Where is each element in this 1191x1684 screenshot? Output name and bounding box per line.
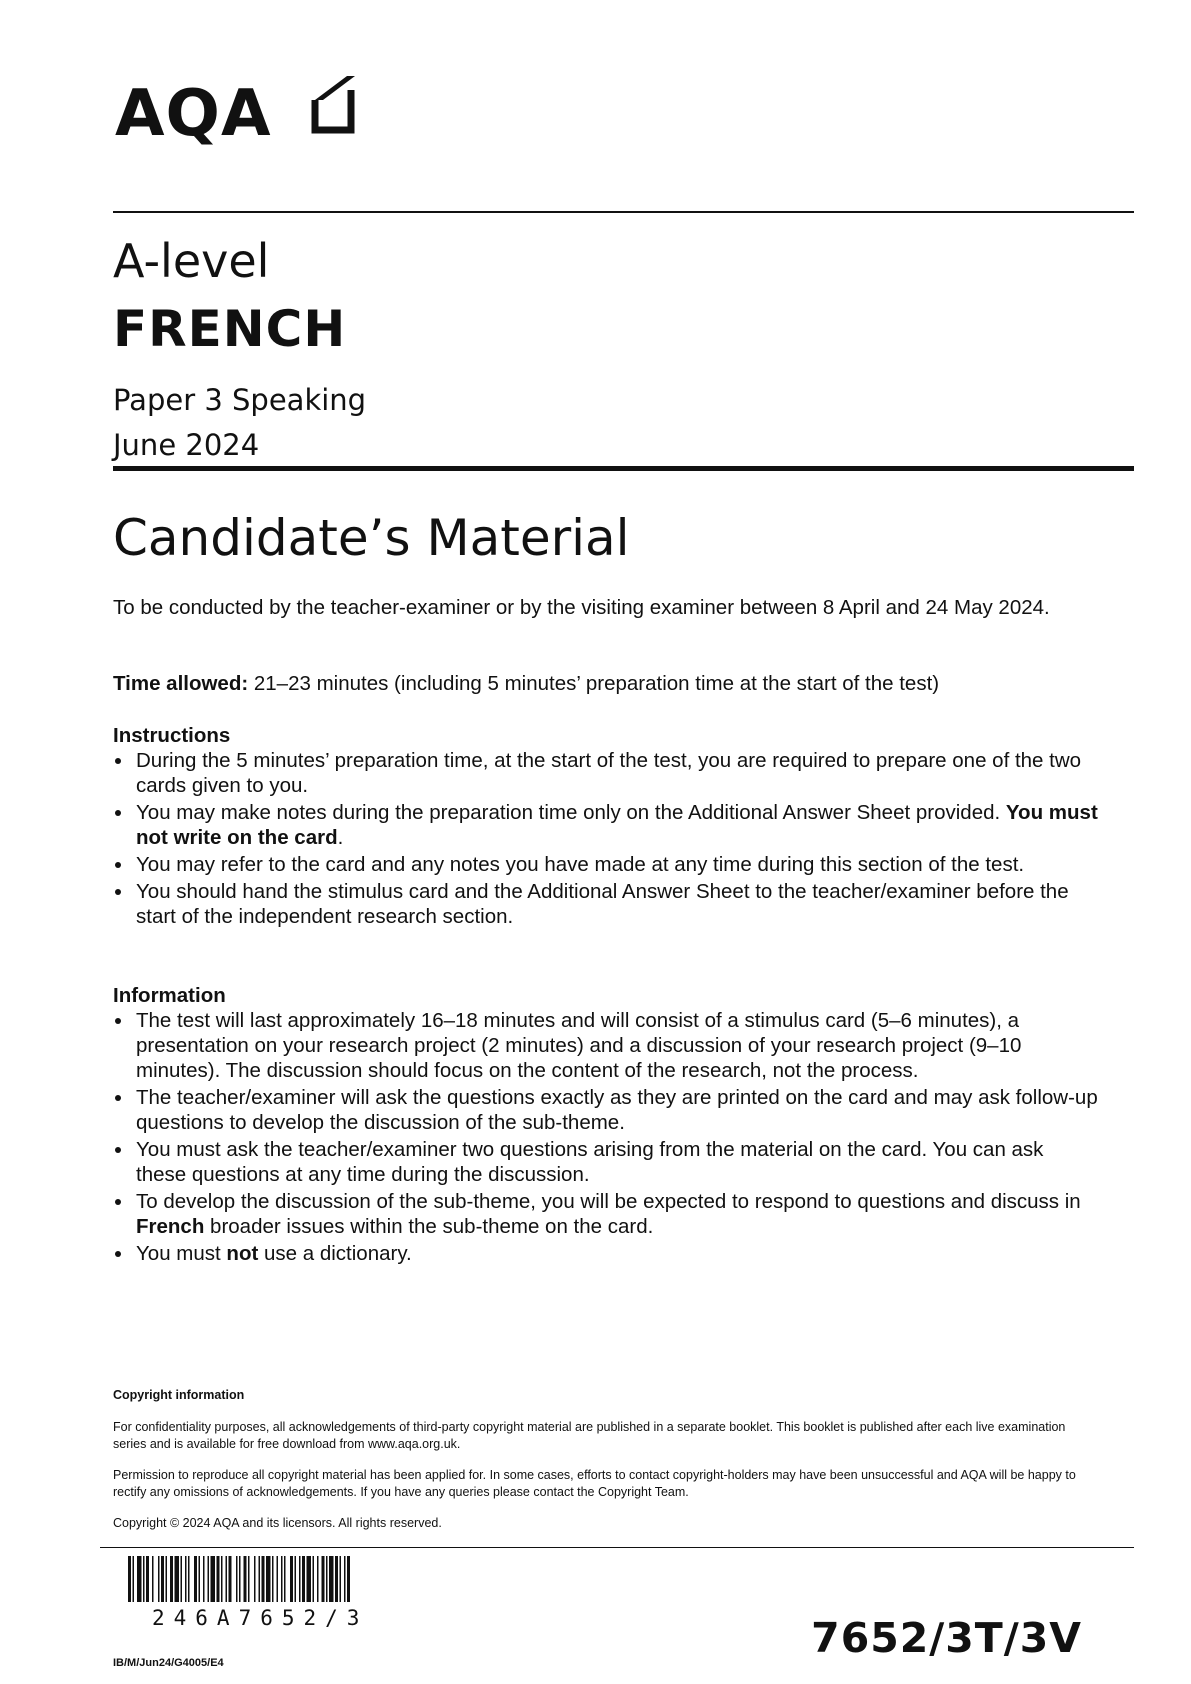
information-heading: Information bbox=[113, 984, 226, 1007]
aqa-logo-mark-icon bbox=[311, 72, 357, 136]
barcode bbox=[122, 1556, 452, 1636]
bullet-icon bbox=[115, 1147, 121, 1153]
bullet-icon bbox=[115, 1199, 121, 1205]
item-text: During the 5 minutes’ preparation time, at the start of the test, you are required to prepare one of the two cards given to you. bbox=[136, 749, 1082, 797]
bullet-icon bbox=[115, 1251, 121, 1257]
barcode-number: 246A7652/3 bbox=[152, 1606, 369, 1630]
copyright-notice: Copyright © 2024 AQA and its licensors. All rights reserved. bbox=[113, 1516, 442, 1530]
top-rule bbox=[113, 211, 1134, 213]
paper-code: 7652/3T/3V bbox=[811, 1614, 1082, 1662]
time-allowed-label: Time allowed: bbox=[113, 672, 249, 695]
list-item bbox=[113, 1241, 1098, 1266]
item-text: You may refer to the card and any notes you have made at any time during this section of the test. bbox=[136, 853, 1025, 876]
list-item bbox=[113, 1137, 1098, 1187]
footer-rule bbox=[100, 1547, 1134, 1548]
list-item bbox=[113, 852, 1098, 877]
logo-text: AQA bbox=[115, 77, 272, 151]
bullet-icon bbox=[115, 758, 121, 764]
item-emphasis: not bbox=[226, 1242, 259, 1265]
list-item bbox=[113, 800, 1098, 850]
item-text: You must ask the teacher/examiner two questions arising from the material on the card. You can ask these questions at any time during the discussion. bbox=[136, 1138, 1044, 1186]
paper-title: Paper 3 Speaking bbox=[113, 383, 367, 417]
item-text: The test will last approximately 16–18 minutes and will consist of a stimulus card (5–6 minutes), a presentation on your research project (2 minutes) and a discussion of your research project (9–10 minutes). The discussion should focus on the content of the research, not the process. bbox=[136, 1009, 1022, 1082]
instructions-heading: Instructions bbox=[113, 724, 231, 747]
list-item bbox=[113, 1008, 1098, 1083]
copyright-paragraph: Permission to reproduce all copyright material has been applied for. In some cases, efforts to contact copyright-holders may have been unsuccessful and AQA will be happy to rectify any omissions of acknowledgements. If you have any queries please contact the Copyright Team. bbox=[113, 1468, 1076, 1499]
copyright-paragraph: For confidentiality purposes, all acknowledgements of third-party copyright material are published in a separate booklet. This booklet is published after each live examination series and is available for free download from www.aqa.org.uk. bbox=[113, 1420, 1066, 1451]
item-text: You should hand the stimulus card and the Additional Answer Sheet to the teacher/examiner before the start of the independent research section. bbox=[136, 880, 1069, 928]
bullet-icon bbox=[115, 810, 121, 816]
item-text: To develop the discussion of the sub-theme, you will be expected to respond to questions and discuss in bbox=[136, 1190, 1081, 1213]
qualification-level: A-level bbox=[113, 234, 270, 288]
exam-date: June 2024 bbox=[113, 428, 260, 462]
copyright-heading: Copyright information bbox=[113, 1388, 245, 1402]
subject-title: FRENCH bbox=[113, 300, 347, 358]
item-emphasis: You must not write on the card bbox=[136, 801, 1098, 849]
thick-rule bbox=[113, 466, 1134, 471]
bullet-icon bbox=[115, 862, 121, 868]
document-title: Candidate’s Material bbox=[113, 509, 630, 567]
item-text: You must bbox=[136, 1242, 227, 1265]
bullet-icon bbox=[115, 1018, 121, 1024]
conducted-note: To be conducted by the teacher-examiner or by the visiting examiner between 8 April and 24 May 2024. bbox=[113, 596, 1050, 619]
list-item bbox=[113, 1085, 1098, 1135]
document-reference: IB/M/Jun24/G4005/E4 bbox=[113, 1657, 224, 1669]
time-allowed-value: 21–23 minutes (including 5 minutes’ preparation time at the start of the test) bbox=[248, 672, 940, 695]
instructions-list bbox=[113, 748, 1098, 931]
bullet-icon bbox=[115, 1095, 121, 1101]
list-item bbox=[113, 1189, 1098, 1239]
item-text: broader issues within the sub-theme on the card. bbox=[204, 1215, 654, 1238]
time-allowed bbox=[113, 671, 1098, 696]
item-text: The teacher/examiner will ask the questions exactly as they are printed on the card and may ask follow-up questions to develop the discussion of the sub-theme. bbox=[136, 1086, 1098, 1134]
bullet-icon bbox=[115, 889, 121, 895]
item-text: use a dictionary. bbox=[258, 1242, 412, 1265]
barcode-icon bbox=[122, 1556, 452, 1602]
item-emphasis: French bbox=[136, 1215, 205, 1238]
information-list bbox=[113, 1008, 1098, 1268]
item-text: You may make notes during the preparation time only on the Additional Answer Sheet provided. bbox=[136, 801, 1006, 824]
item-text: . bbox=[337, 826, 344, 849]
list-item bbox=[113, 879, 1098, 929]
list-item bbox=[113, 748, 1098, 798]
aqa-logo bbox=[115, 68, 385, 168]
